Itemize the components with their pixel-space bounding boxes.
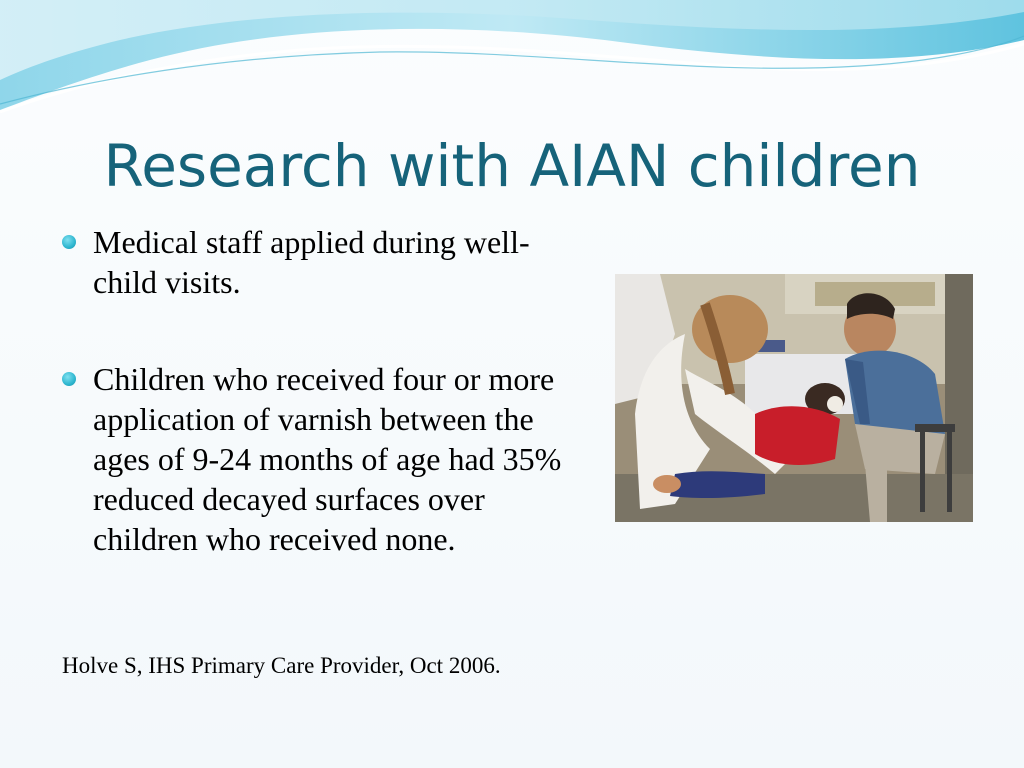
bullet-list (62, 222, 582, 616)
bullet-dot-icon (62, 235, 76, 249)
slide-title: Research with AIAN children (103, 132, 921, 200)
header-wave-decoration (0, 0, 1024, 130)
bullet-item (62, 359, 582, 559)
bullet-item (62, 222, 582, 302)
citation: Holve S, IHS Primary Care Provider, Oct 2006. (62, 653, 501, 678)
bullet-dot-icon (62, 372, 76, 386)
clinician-child-photo (615, 274, 973, 522)
bullet-text: Children who received four or more application of varnish between the ages of 9-24 months of age had 35% reduced decayed surfaces over children who received none. (93, 361, 562, 557)
bullet-text: Medical staff applied during well-child visits. (93, 224, 530, 300)
